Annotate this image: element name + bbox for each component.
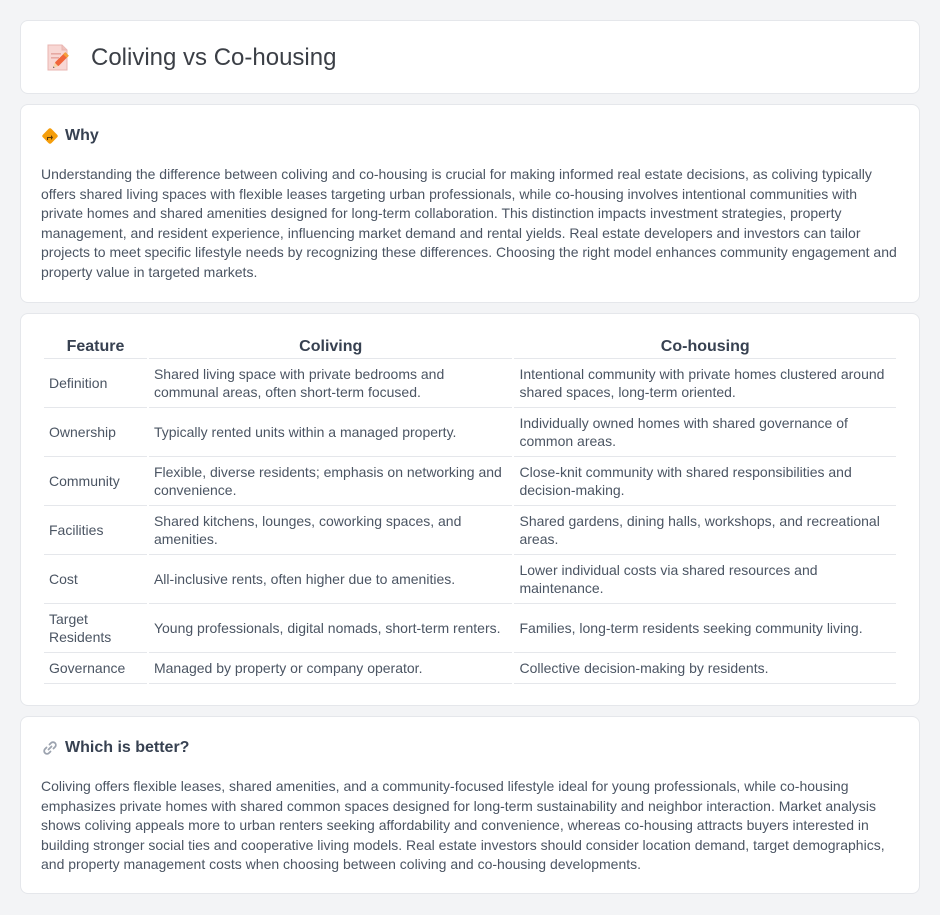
comparison-table <box>42 335 898 684</box>
coliving-cell: Shared kitchens, lounges, coworking spaces, and amenities. <box>149 506 513 555</box>
table-row <box>44 359 896 408</box>
header-card <box>20 20 920 94</box>
why-body: Understanding the difference between coliving and co-housing is crucial for making informed real estate decisions, as coliving typically offers shared living spaces with flexible leases targeting urban professionals, while co-housing involves intentional communities with private homes and shared amenities designed for long-term collaboration. This distinction impacts investment strategies, property management, and resident experience, influencing market demand and rental yields. Real estate developers and investors can tailor projects to meet specific lifestyle needs by recognizing these differences. Choosing the right model enhances community engagement and property value in targeted markets. <box>41 166 897 280</box>
coliving-cell: Young professionals, digital nomads, short-term renters. <box>149 604 513 653</box>
header-feature: Feature <box>44 335 147 359</box>
why-section <box>20 104 920 303</box>
title-row <box>45 43 336 73</box>
cohousing-cell: Shared gardens, dining halls, workshops, and recreational areas. <box>514 506 896 555</box>
which-is-better-section <box>20 716 920 894</box>
better-header <box>41 739 189 757</box>
table-row <box>44 555 896 604</box>
feature-cell: Definition <box>44 359 147 408</box>
coliving-cell: Typically rented units within a managed property. <box>149 408 513 457</box>
better-title: Which is better? <box>65 739 190 756</box>
coliving-cell: Managed by property or company operator. <box>149 653 513 684</box>
table-header-row <box>44 335 896 359</box>
feature-cell: Governance <box>44 653 147 684</box>
feature-cell: Target Residents <box>44 604 147 653</box>
diamond-sign-icon <box>41 127 59 145</box>
cohousing-cell: Families, long-term residents seeking community living. <box>514 604 896 653</box>
table-row <box>44 653 896 684</box>
feature-cell: Community <box>44 457 147 506</box>
coliving-cell: All-inclusive rents, often higher due to amenities. <box>149 555 513 604</box>
feature-cell: Facilities <box>44 506 147 555</box>
why-header <box>41 127 99 145</box>
header-coliving: Coliving <box>149 335 513 359</box>
better-body: Coliving offers flexible leases, shared amenities, and a community-focused lifestyle ideal for young professionals, while co-housing emphasizes private homes with shared common spaces designed for long-term sustainability and neighbor interaction. Market analysis shows coliving appeals more to urban renters seeking affordability and convenience, whereas co-housing attracts buyers interested in building stronger social ties and cooperative living models. Real estate investors should consider location demand, target demographics, and property management costs when choosing between coliving and co-housing developments. <box>41 778 885 872</box>
coliving-cell: Flexible, diverse residents; emphasis on networking and convenience. <box>149 457 513 506</box>
feature-cell: Cost <box>44 555 147 604</box>
cohousing-cell: Collective decision-making by residents. <box>514 653 896 684</box>
header-cohousing: Co-housing <box>514 335 896 359</box>
page-title: Coliving vs Co-housing <box>91 44 337 71</box>
feature-cell: Ownership <box>44 408 147 457</box>
table-row <box>44 604 896 653</box>
cohousing-cell: Lower individual costs via shared resources and maintenance. <box>514 555 896 604</box>
document-edit-icon <box>45 43 71 73</box>
why-title: Why <box>65 127 99 144</box>
comparison-table-card <box>20 313 920 706</box>
link-icon <box>41 739 59 757</box>
cohousing-cell: Close-knit community with shared responsibilities and decision-making. <box>514 457 896 506</box>
table-row <box>44 408 896 457</box>
cohousing-cell: Intentional community with private homes clustered around shared spaces, long-term oriented. <box>514 359 896 408</box>
coliving-cell: Shared living space with private bedrooms and communal areas, often short-term focused. <box>149 359 513 408</box>
cohousing-cell: Individually owned homes with shared governance of common areas. <box>514 408 896 457</box>
table-row <box>44 506 896 555</box>
table-row <box>44 457 896 506</box>
